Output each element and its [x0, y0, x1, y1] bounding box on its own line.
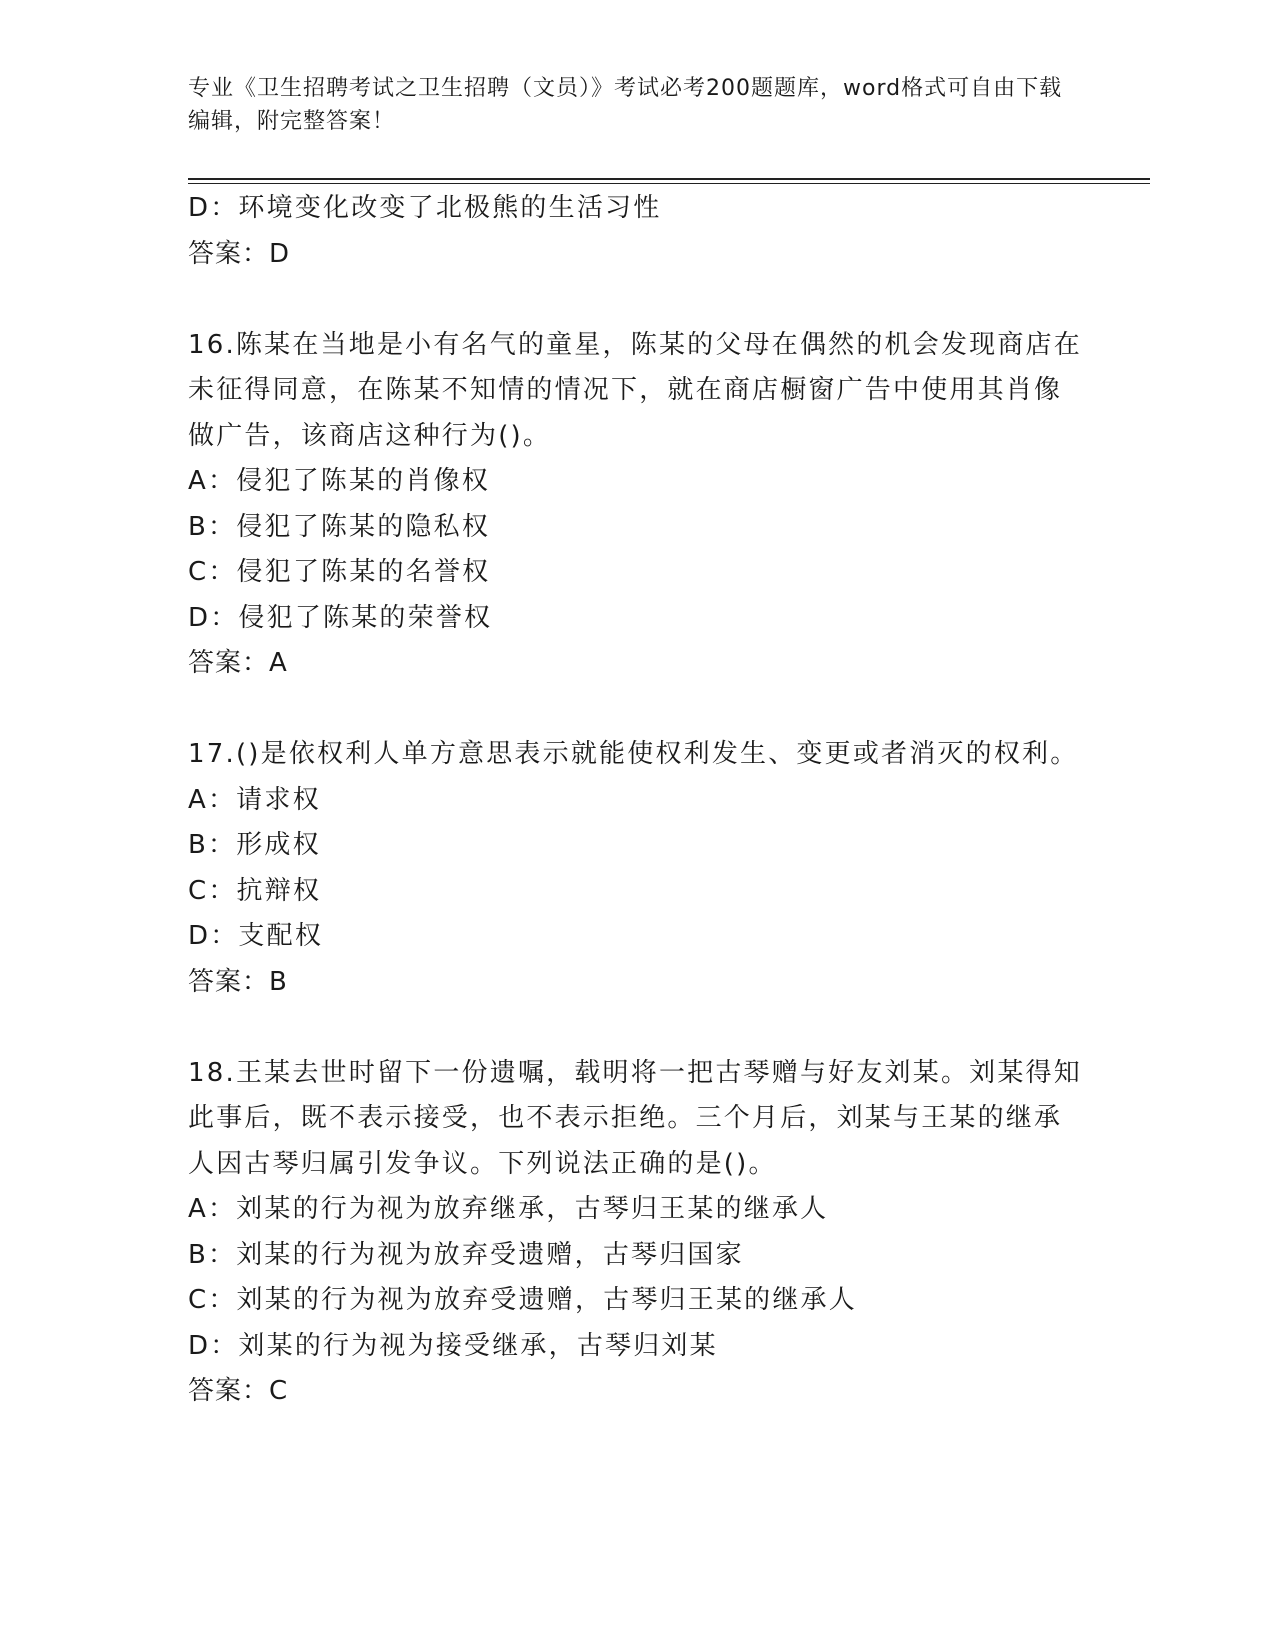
option-d: D：刘某的行为视为接受继承，古琴归刘某 [188, 1330, 718, 1361]
answer: 答案：A [188, 648, 288, 678]
question-content [188, 186, 1088, 1415]
question-16 [188, 323, 1088, 687]
question-17 [188, 732, 1088, 1005]
option-c: C：侵犯了陈某的名誉权 [188, 557, 491, 587]
spacer [188, 687, 1088, 733]
question-stem: 17.()是依权利人单方意思表示就能使权利发生、变更或者消灭的权利。 [188, 739, 1079, 769]
spacer [188, 277, 1088, 323]
option-a: A：请求权 [188, 784, 321, 815]
answer: 答案：B [188, 966, 288, 997]
page-header: 专业《卫生招聘考试之卫生招聘（文员）》考试必考200题题库，word格式可自由下载编辑，附完整答案！ [188, 76, 1063, 134]
question-18 [188, 1051, 1088, 1415]
option-a: A：刘某的行为视为放弃继承，古琴归王某的继承人 [188, 1194, 829, 1224]
option-b: B：刘某的行为视为放弃受遗赠，古琴归国家 [188, 1239, 744, 1270]
prev-option-d: D：环境变化改变了北极熊的生活习性 [188, 193, 662, 223]
header-rule-thin [188, 183, 1150, 184]
question-stem: 18.王某去世时留下一份遗嘱，载明将一把古琴赠与好友刘某。刘某得知此事后，既不表示接受，也不表示拒绝。三个月后，刘某与王某的继承人因古琴归属引发争议。下列说法正确的是()。 [188, 1057, 1082, 1179]
option-d: D：支配权 [188, 921, 324, 951]
spacer [188, 1005, 1088, 1051]
option-d: D：侵犯了陈某的荣誉权 [188, 602, 493, 633]
option-c: C：刘某的行为视为放弃受遗赠，古琴归王某的继承人 [188, 1285, 857, 1315]
option-b: B：形成权 [188, 830, 321, 860]
question-stem: 16.陈某在当地是小有名气的童星，陈某的父母在偶然的机会发现商店在未征得同意，在陈某不知情的情况下，就在商店橱窗广告中使用其肖像做广告，该商店这种行为()。 [188, 329, 1082, 451]
prev-answer: 答案：D [188, 238, 291, 269]
option-a: A：侵犯了陈某的肖像权 [188, 466, 490, 496]
header-rule-thick [188, 178, 1150, 180]
option-b: B：侵犯了陈某的隐私权 [188, 511, 491, 542]
answer: 答案：C [188, 1376, 289, 1406]
option-c: C：抗辩权 [188, 875, 322, 906]
